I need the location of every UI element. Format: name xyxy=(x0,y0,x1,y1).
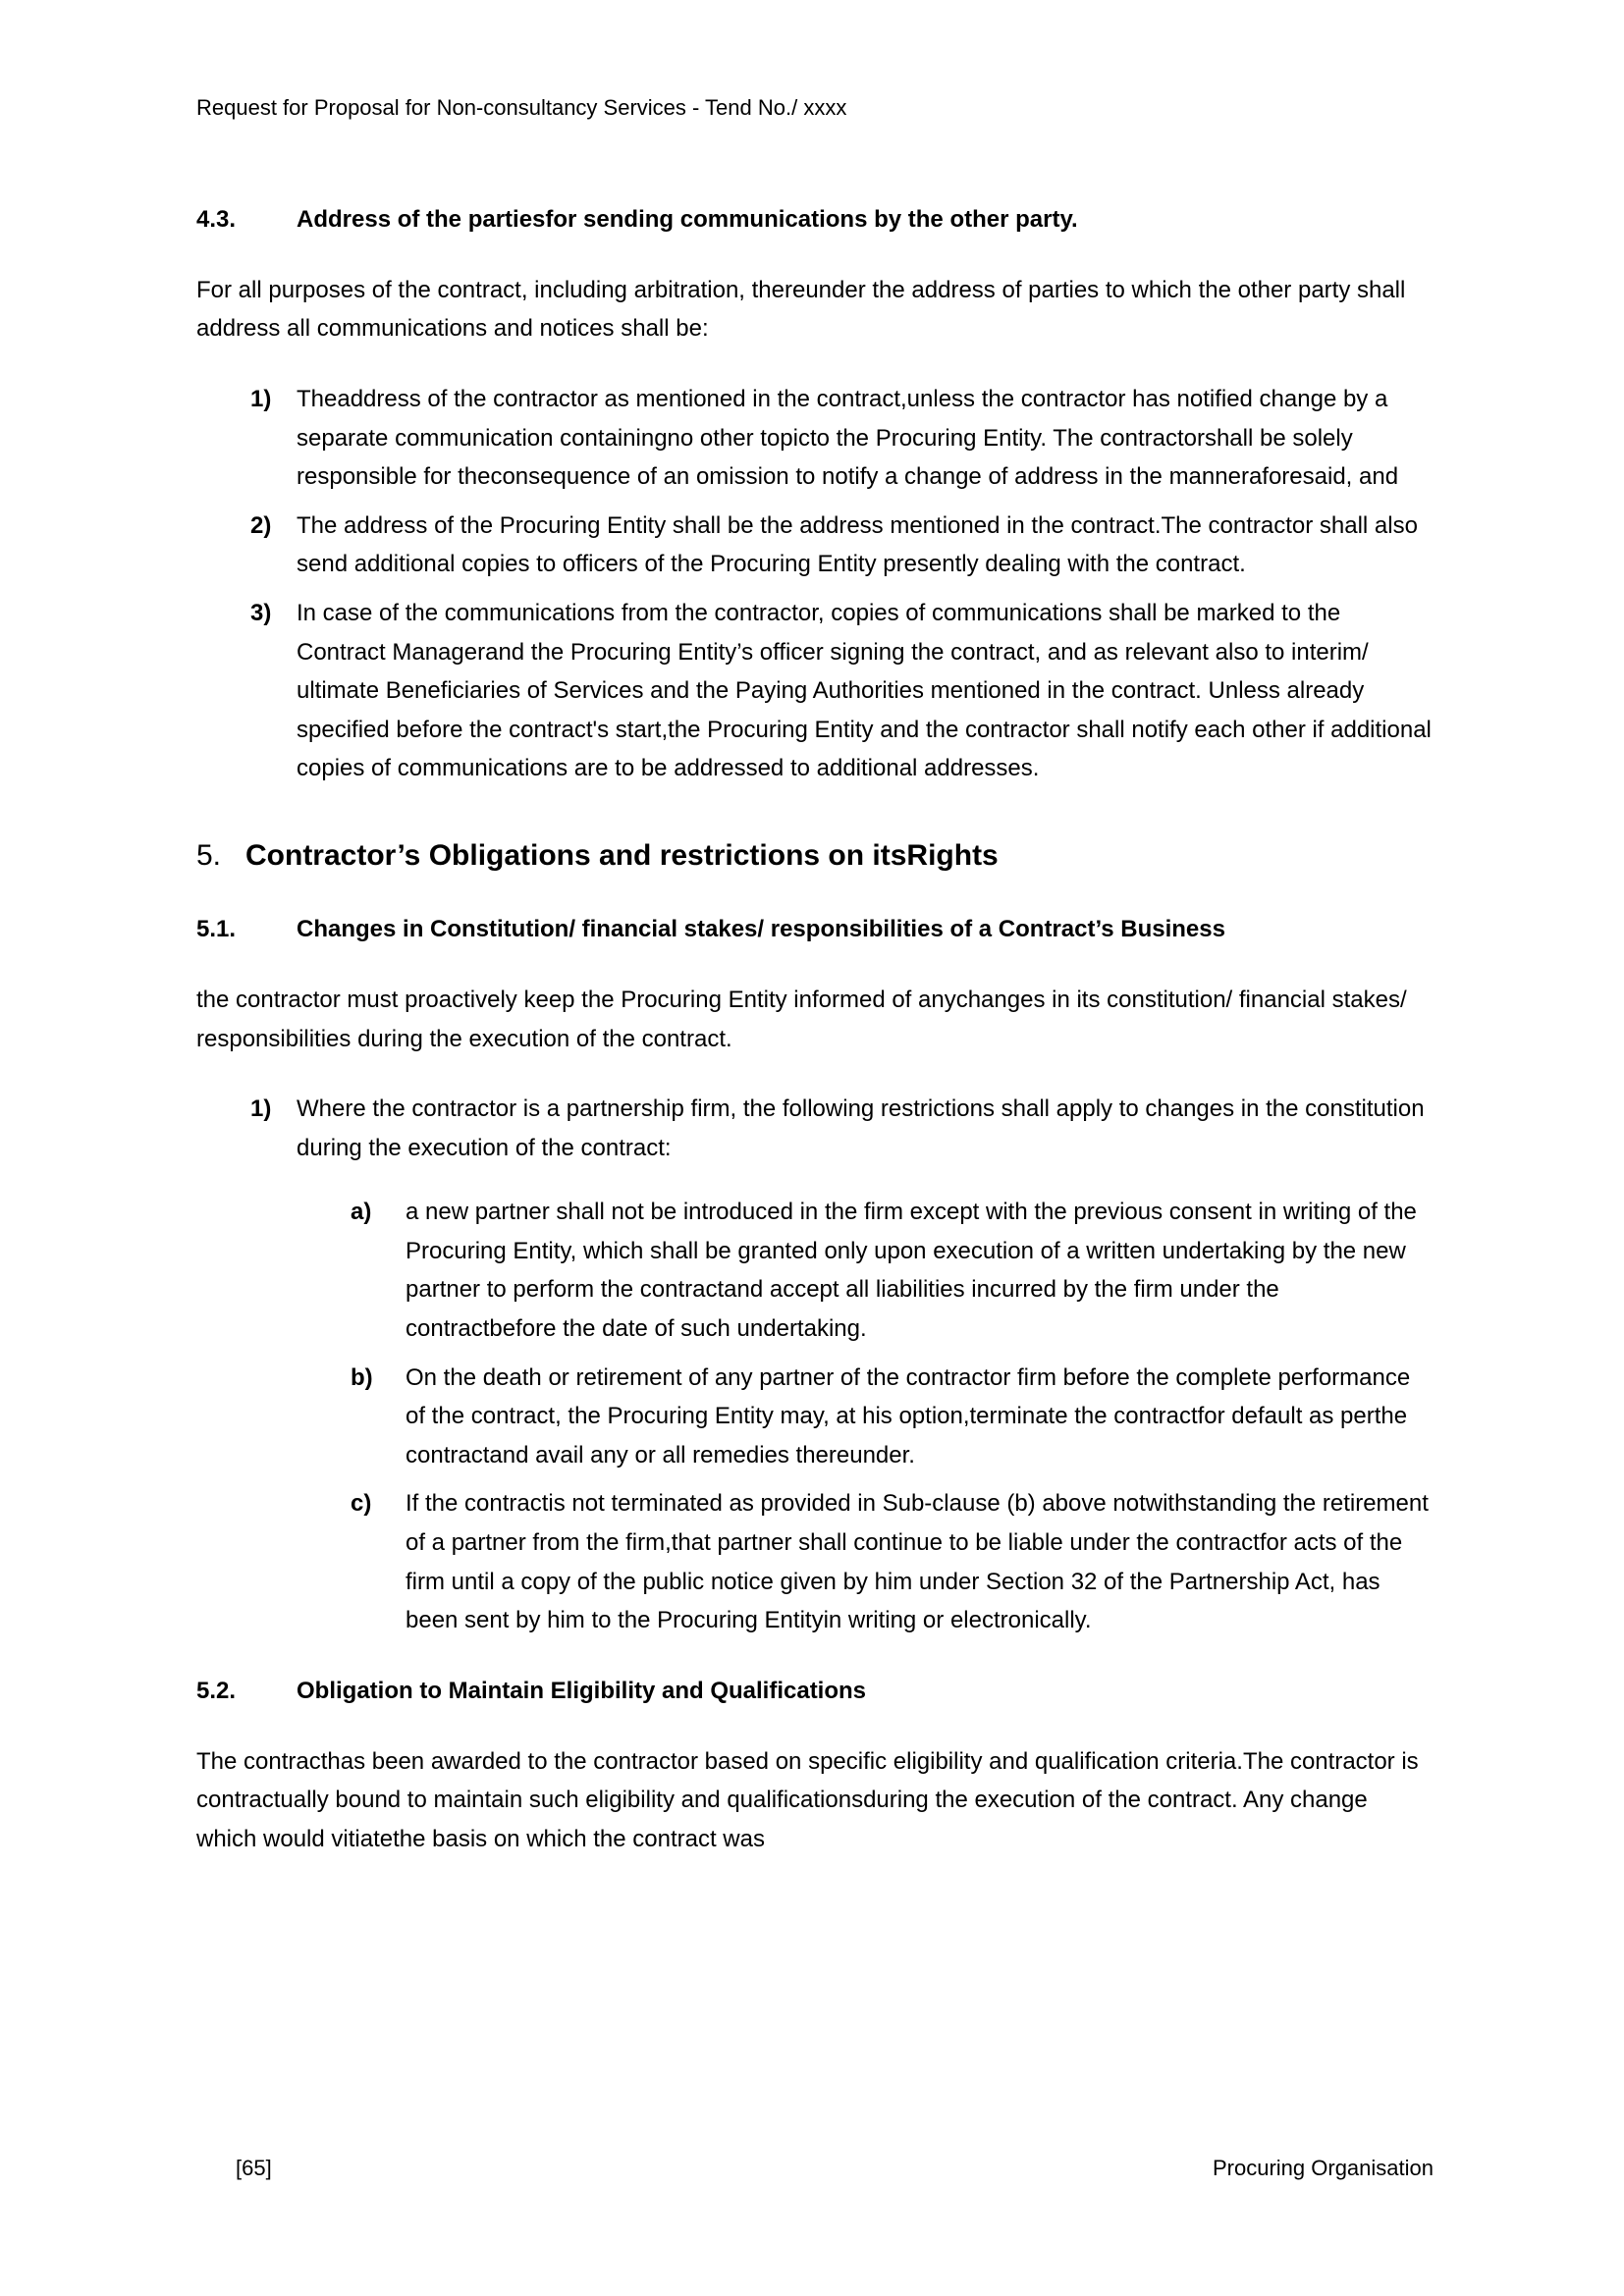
section-4-3-intro-paragraph: For all purposes of the contract, including arbitration, thereunder the address of parties to which the other party shall address all communications and notices shall be: xyxy=(196,276,1406,343)
section-5-1-heading xyxy=(196,912,1434,947)
section-5-2-number: 5.2. xyxy=(196,1677,237,1704)
section-5-1-number: 5.1. xyxy=(196,915,237,942)
footer-organisation: Procuring Organisation xyxy=(1212,2156,1434,2180)
section-5-heading xyxy=(196,835,1434,877)
section-5-1-title: Changes in Constitution/ financial stakes/ responsibilities of a Contract’s Business xyxy=(297,915,1225,942)
page-header xyxy=(196,93,1434,124)
section-5-2-intro-paragraph: The contracthas been awarded to the contractor based on specific eligibility and qualification criteria.The contractor is contractually bound to maintain such eligibility and qualificationsduring the execution of the contract. Any change which would vitiatethe basis on which the contract was xyxy=(196,1747,1419,1853)
section-4-3-title: Address of the partiesfor sending communications by the other party. xyxy=(297,205,1078,233)
section-5-number: 5. xyxy=(196,838,222,872)
sublist-item-text: On the death or retirement of any partner of the contractor firm before the complete performance of the contract, the Procuring Entity may, at his option,terminate the contractfor default as perthe contractand avail any or all remedies thereunder. xyxy=(406,1363,1411,1468)
sublist-item-text: a new partner shall not be introduced in the firm except with the previous consent in writing of the Procuring Entity, which shall be granted only upon execution of a written undertaking by the new partner to perform the contractand accept all liabilities incurred by the firm under the contractbefore the date of such undertaking. xyxy=(406,1199,1417,1343)
sublist-item-marker: c) xyxy=(351,1490,372,1518)
page-footer xyxy=(196,2156,1434,2181)
header-title: Request for Proposal for Non-consultancy Services - Tend No./ xxxx xyxy=(196,95,847,120)
sublist-item-marker: a) xyxy=(351,1199,372,1226)
section-4-3-list xyxy=(196,380,1434,788)
list-item-text: Theaddress of the contractor as mentioned in the contract,unless the contractor has notified change by a separate communication containingno other topicto the Procuring Entity. The contractorshall be solely responsible for theconsequence of an omission to notify a change of address in the manneraforesaid, and xyxy=(297,385,1399,491)
list-item-marker: 3) xyxy=(250,599,272,626)
section-5-2-heading xyxy=(196,1674,1434,1709)
section-5-1-intro-paragraph: the contractor must proactively keep the Procuring Entity informed of anychanges in its constitution/ financial stakes/ responsibilities during the execution of the contract. xyxy=(196,986,1407,1052)
sublist-item xyxy=(351,1484,1434,1639)
list-item xyxy=(250,594,1434,788)
section-4-3-heading xyxy=(196,202,1434,238)
section-5-2-title: Obligation to Maintain Eligibility and Qualifications xyxy=(297,1677,867,1704)
list-item xyxy=(250,380,1434,497)
section-5-1-list xyxy=(196,1090,1434,1640)
list-item xyxy=(250,1090,1434,1167)
sublist-item xyxy=(351,1193,1434,1348)
list-item-text: In case of the communications from the contractor, copies of communications shall be marked to the Contract Managerand the Procuring Entity’s officer signing the contract, and as relevant also to interim/ ultimate Beneficiaries of Services and the Paying Authorities mentioned in the contract. Unless already specified before the contract's start,the Procuring Entity and the contractor shall notify each other if additional copies of communications are to be addressed to additional addresses. xyxy=(297,599,1432,782)
list-item-marker: 2) xyxy=(250,511,272,539)
document-content xyxy=(196,202,1434,1859)
list-item-marker: 1) xyxy=(250,385,272,412)
section-4-3-number: 4.3. xyxy=(196,205,237,233)
list-item xyxy=(250,507,1434,584)
sublist-item xyxy=(351,1359,1434,1475)
sublist-item-text: If the contractis not terminated as provided in Sub-clause (b) above notwithstanding the retirement of a partner from the firm,that partner shall continue to be liable under the contractfor acts of the firm until a copy of the public notice given by him under Section 32 of the Partnership Act, has been sent by him to the Procuring Entityin writing or electronically. xyxy=(406,1490,1429,1634)
list-item-marker: 1) xyxy=(250,1095,272,1123)
list-item-text: Where the contractor is a partnership firm, the following restrictions shall apply to changes in the constitution during the execution of the contract: xyxy=(297,1095,1425,1161)
section-5-1-sublist xyxy=(250,1193,1434,1640)
page-number: [65] xyxy=(236,2156,272,2180)
sublist-item-marker: b) xyxy=(351,1363,373,1391)
section-5-title: Contractor’s Obligations and restrictions on itsRights xyxy=(245,838,999,872)
list-item-text: The address of the Procuring Entity shall be the address mentioned in the contract.The contractor shall also send additional copies to officers of the Procuring Entity presently dealing with the contract. xyxy=(297,511,1418,578)
